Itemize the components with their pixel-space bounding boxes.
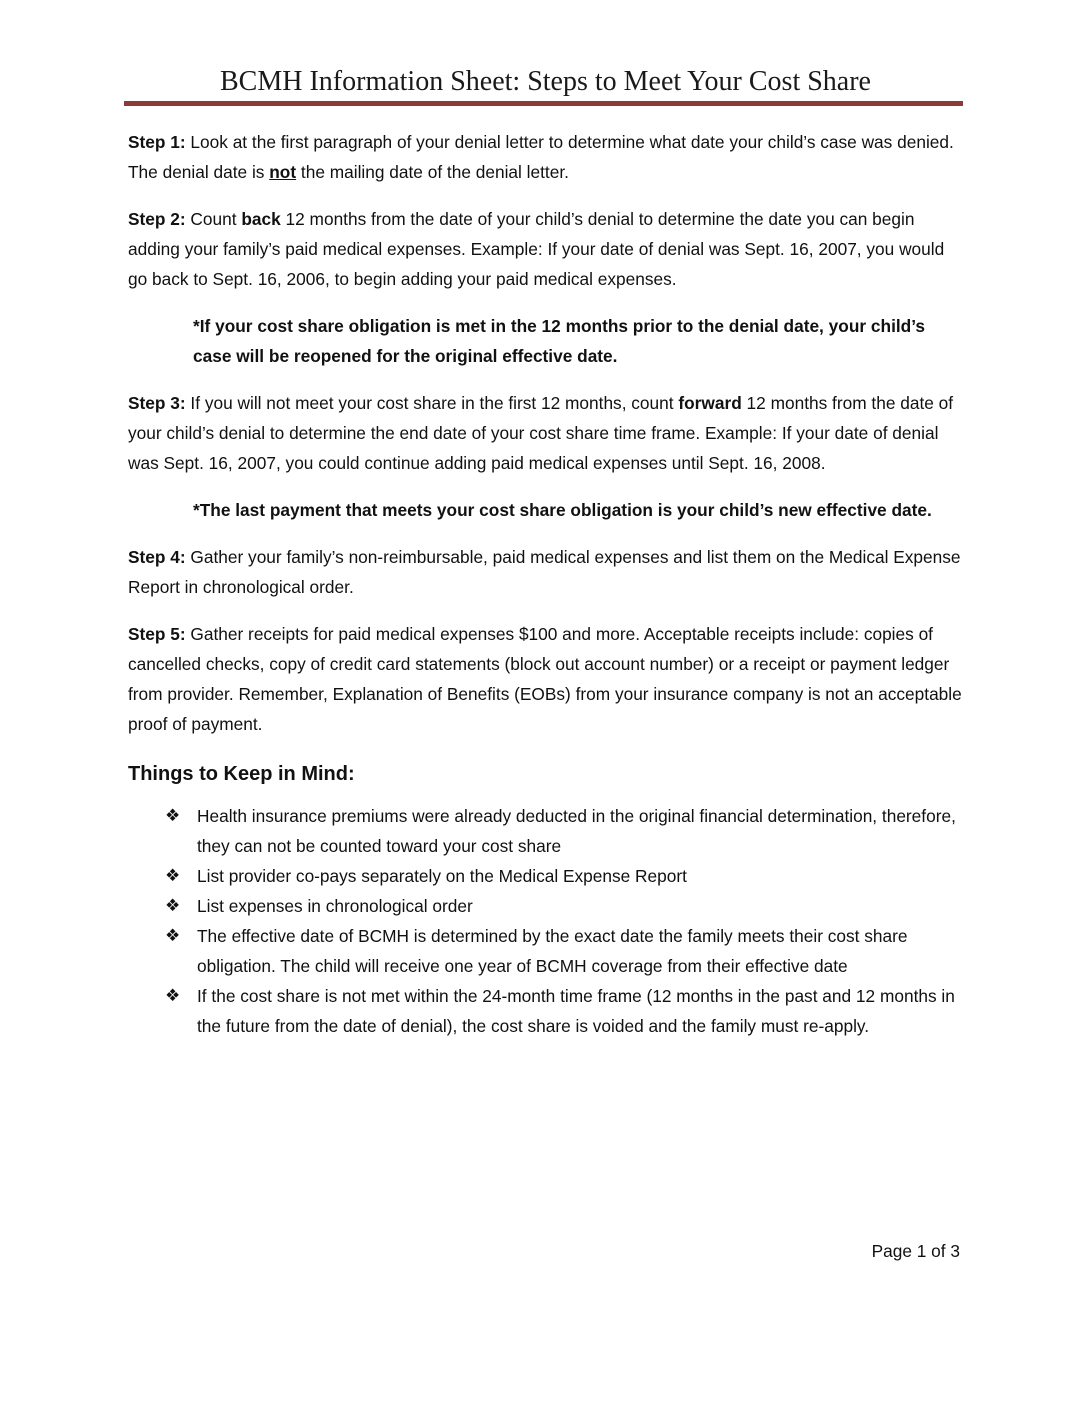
diamond-bullet-icon: ❖	[165, 896, 181, 915]
step-3-text-b: 12 months from the date of your child’s denial to determine the end date of your cost share time frame. Example: If your date of denial was Sept. 16, 2007, you could continue adding paid medical expenses until Sept. 16, 2008.	[128, 393, 954, 473]
step-3-label: Step 3:	[128, 393, 186, 413]
step-2-paragraph	[128, 204, 968, 294]
list-item-text: The effective date of BCMH is determined by the exact date the family meets their cost share obligation. The child will receive one year of BCMH coverage from their effective date	[197, 926, 908, 976]
list-item	[128, 891, 968, 921]
list-item	[128, 921, 968, 981]
note-reopen: *If your cost share obligation is met in the 12 months prior to the denial date, your child’s case will be reopened for the original effective date.	[193, 316, 926, 366]
diamond-bullet-icon: ❖	[165, 986, 181, 1005]
diamond-bullet-icon: ❖	[165, 866, 181, 885]
step-4-text: Gather your family’s non-reimbursable, paid medical expenses and list them on the Medical Expense Report in chronological order.	[128, 547, 961, 597]
step-2-label: Step 2:	[128, 209, 186, 229]
list-item-text: If the cost share is not met within the 24-month time frame (12 months in the past and 12 months in the future from the date of denial), the cost share is voided and the family must re-apply.	[197, 986, 955, 1036]
step-1-paragraph	[128, 127, 968, 187]
page-number: Page 1 of 3	[871, 1241, 960, 1261]
diamond-bullet-icon: ❖	[165, 926, 181, 945]
list-item-text: List expenses in chronological order	[197, 896, 473, 916]
step-2-text-b: 12 months from the date of your child’s denial to determine the date you can begin adding your family’s paid medical expenses. Example: If your date of denial was Sept. 16, 2007, you would go back to Sept. 16, 2006, to begin adding your paid medical expenses.	[128, 209, 945, 289]
step-5-text: Gather receipts for paid medical expenses $100 and more. Acceptable receipts include: copies of cancelled checks, copy of credit card statements (block out account number) or a receipt or payment ledger from provider. Remember, Explanation of Benefits (EOBs) from your insurance company is not an acceptable proof of payment.	[128, 624, 962, 734]
step-5-label: Step 5:	[128, 624, 186, 644]
note-effective-date: *The last payment that meets your cost share obligation is your child’s new effective date.	[193, 500, 932, 520]
step-3-emphasis: forward	[678, 393, 742, 413]
keep-in-mind-list	[128, 801, 968, 1041]
list-item-text: List provider co-pays separately on the Medical Expense Report	[197, 866, 687, 886]
list-item	[128, 801, 968, 861]
document-body	[128, 127, 968, 1041]
step-2-emphasis: back	[241, 209, 281, 229]
step-3-text-a: If you will not meet your cost share in the first 12 months, count	[185, 393, 679, 413]
step-1-text-b: the mailing date of the denial letter.	[296, 162, 569, 182]
step-4-label: Step 4:	[128, 547, 186, 567]
step-1-text-a: Look at the first paragraph of your denial letter to determine what date your child’s case was denied. The denial date is	[128, 132, 954, 182]
title-underline-rule	[124, 101, 963, 106]
step-1-emphasis: not	[269, 162, 297, 182]
list-item	[128, 861, 968, 891]
step-3-paragraph	[128, 388, 968, 478]
step-2-text-a: Count	[185, 209, 242, 229]
step-4-paragraph	[128, 542, 968, 602]
list-item	[128, 981, 968, 1041]
step-1-label: Step 1:	[128, 132, 186, 152]
step-5-paragraph	[128, 619, 968, 739]
keep-in-mind-heading: Things to Keep in Mind:	[128, 763, 355, 785]
list-item-text: Health insurance premiums were already deducted in the original financial determination, therefore, they can not be counted toward your cost share	[197, 806, 956, 856]
diamond-bullet-icon: ❖	[165, 806, 181, 825]
page-title: BCMH Information Sheet: Steps to Meet Your Cost Share	[220, 66, 871, 97]
